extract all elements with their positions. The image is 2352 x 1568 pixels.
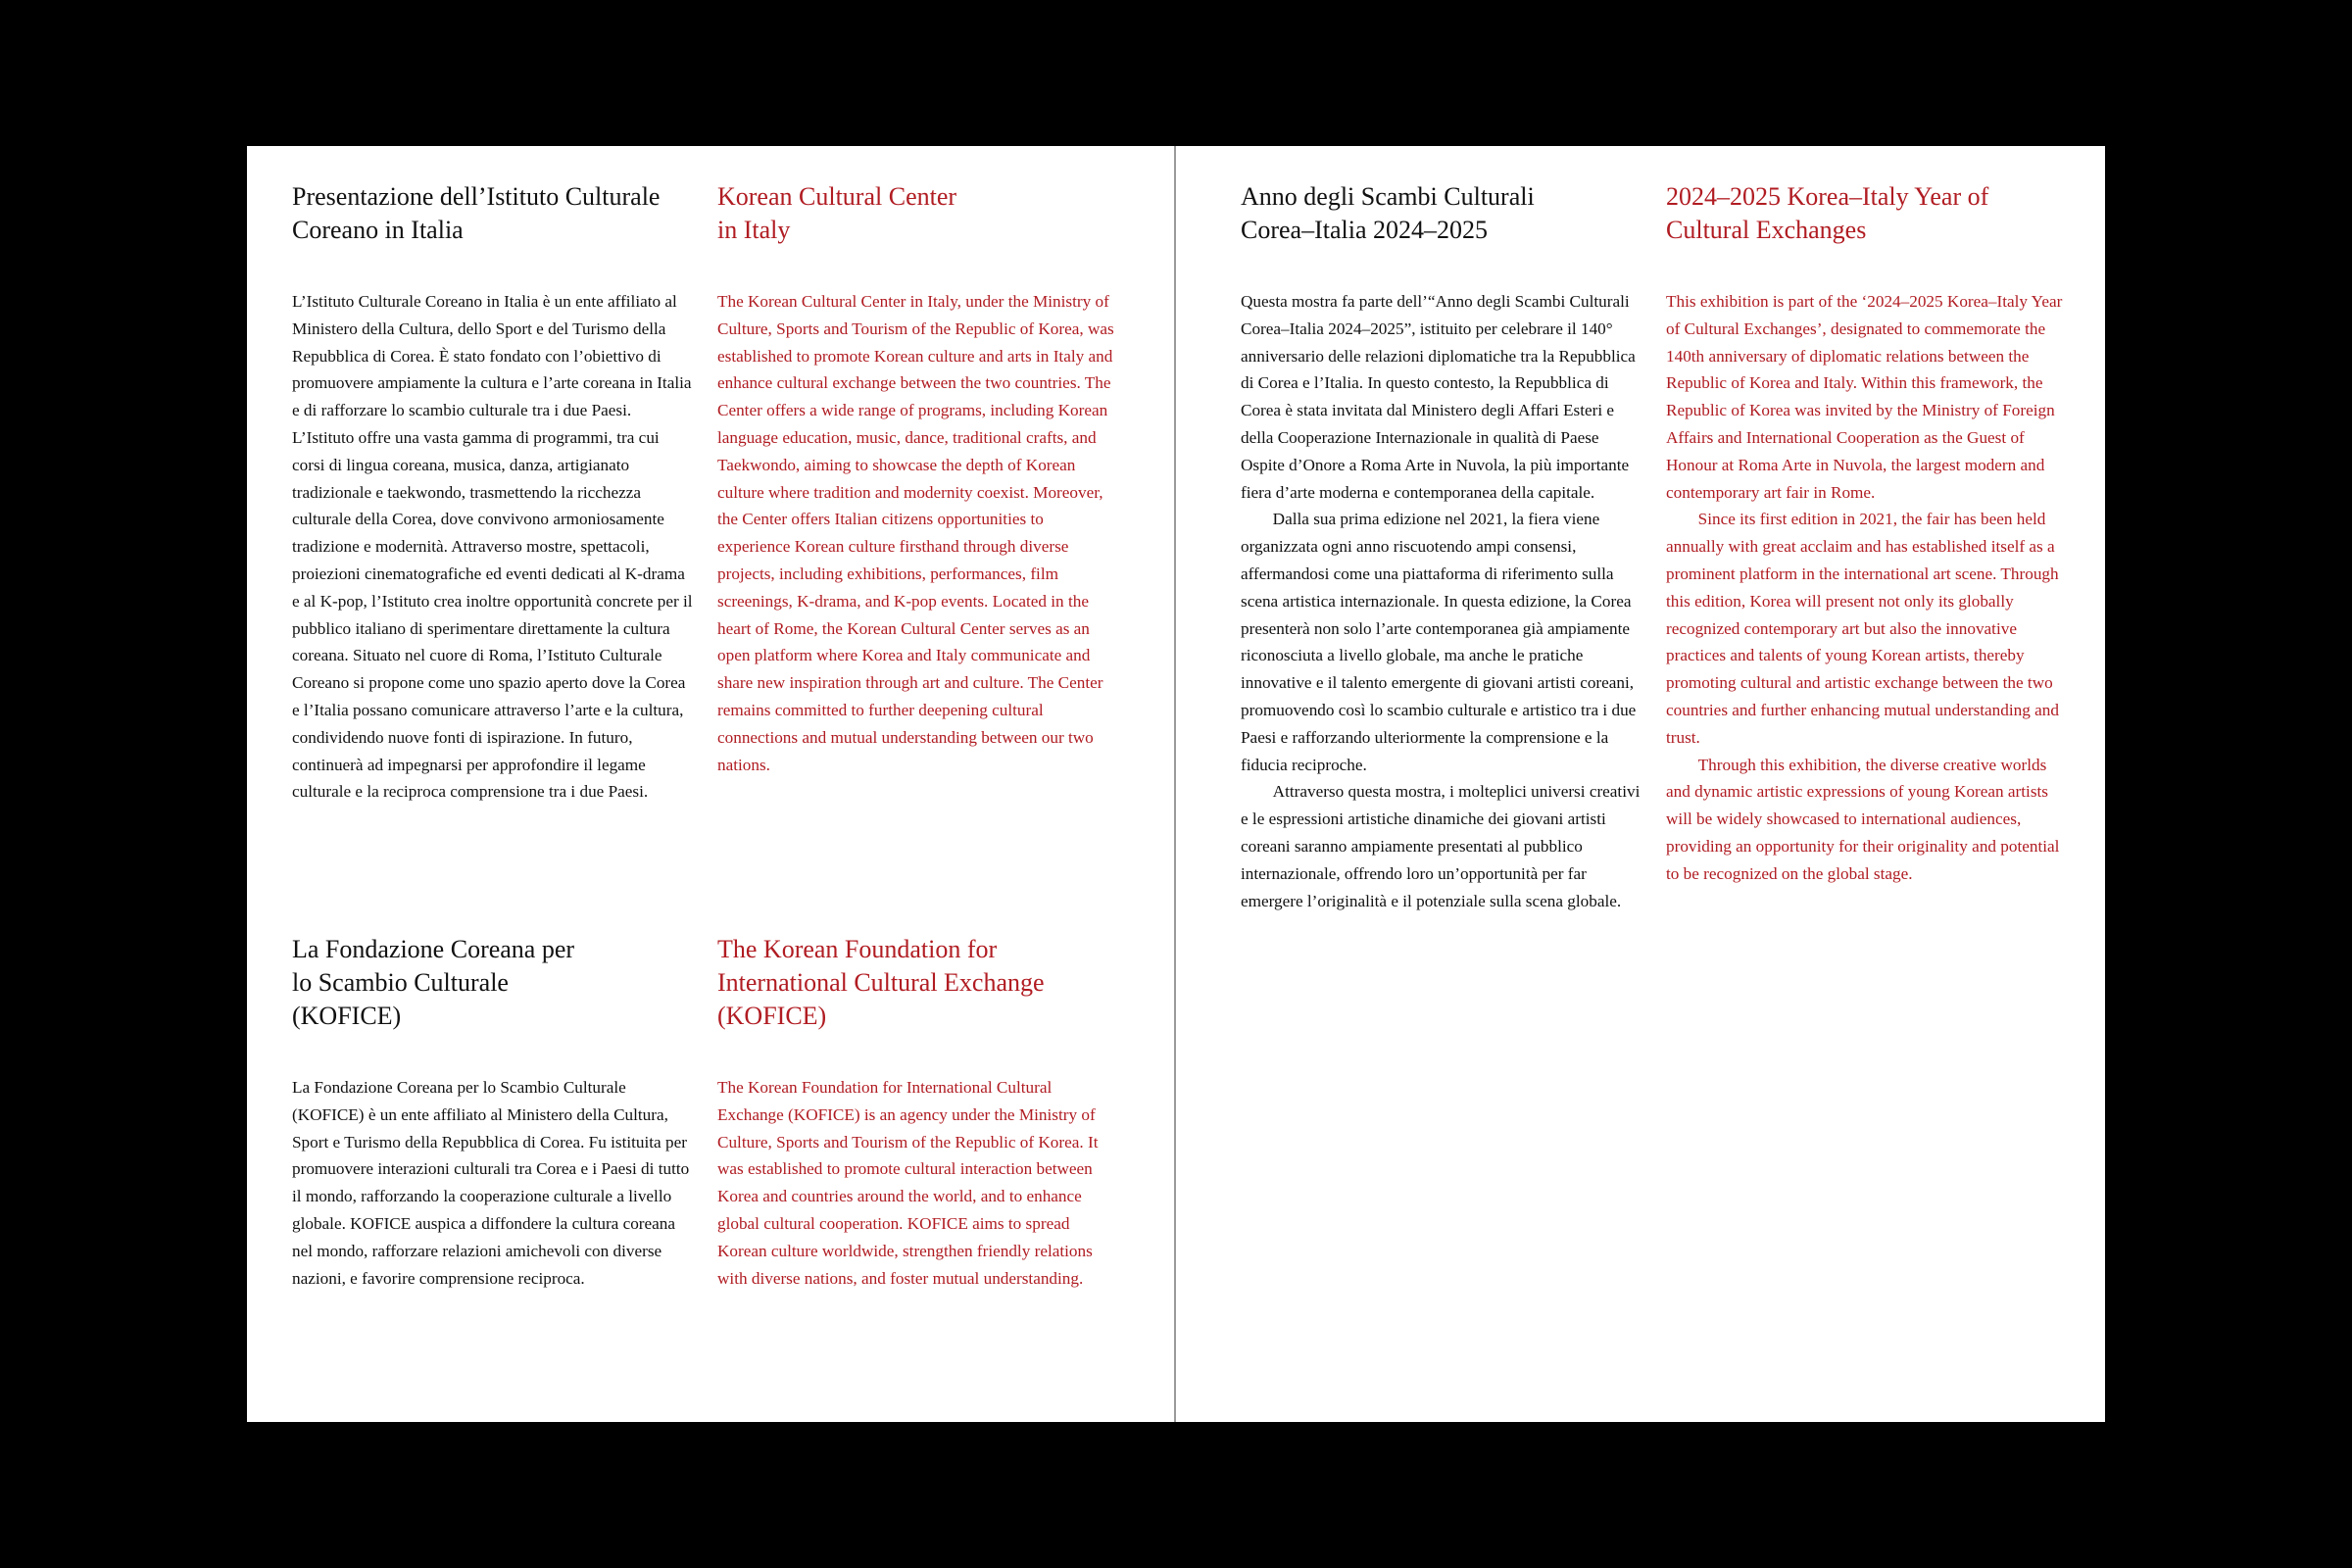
kcc-italian-column [292,180,694,806]
paragraph: This exhibition is part of the ‘2024–2025 Korea–Italy Year of Cultural Exchanges’, designated to commemorate the 140th anniversary of diplomatic relations between the Republic of Korea and Italy. Within this framework, the Republic of Korea was invited by the Ministry of Foreign Affairs and International Cooperation as the Guest of Honour at Roma Arte in Nuvola, the largest modern and contemporary art fair in Rome. [1666,292,2063,502]
paragraph: Attraverso questa mostra, i molteplici universi creativi e le espressioni artistiche dinamiche dei giovani artisti coreani saranno ampiamente presentati al pubblico internazionale, offrendo loro un’opportunità per far emergere l’originalità e il potenziale sulla scena globale. [1241,782,1641,910]
kofice-italian-body [292,1074,694,1292]
paragraph: Questa mostra fa parte dell’“Anno degli Scambi Culturali Corea–Italia 2024–2025”, istituito per celebrare il 140° anniversario delle relazioni diplomatiche tra la Repubblica di Corea e l’Italia. In questo contesto, la Repubblica di Corea è stata invitata dal Ministero degli Affari Esteri e della Cooperazione Internazionale in qualità di Paese Ospite d’Onore a Roma Arte in Nuvola, la più importante fiera d’arte moderna e contemporanea della capitale. [1241,292,1636,502]
kofice-italian-column [292,933,694,1292]
paragraph: The Korean Foundation for International Cultural Exchange (KOFICE) is an agency under the Ministry of Culture, Sports and Tourism of the Republic of Korea. It was established to promote cultural interaction between Korea and countries around the world, and to enhance global cultural cooperation. KOFICE aims to spread Korean culture worldwide, strengthen friendly relations with diverse nations, and foster mutual understanding. [717,1078,1099,1288]
kcc-english-title: Korean Cultural Center in Italy [717,182,957,244]
exchange-year-italian-body [1241,288,1642,914]
paragraph: Dalla sua prima edizione nel 2021, la fiera viene organizzata ogni anno riscuotendo ampi consensi, affermandosi come una piattaforma di riferimento sulla scena artistica internazionale. In questa edizione, la Corea presenterà non solo l’arte contemporanea già ampiamente riconosciuta a livello globale, ma anche le pratiche innovative e il talento emergente di giovani artisti coreani, promuovendo così lo scambio culturale e artistico tra i due Paesi e rafforzando ulteriormente la comprensione e la fiducia reciproche. [1241,510,1637,774]
paragraph: Through this exhibition, the diverse creative worlds and dynamic artistic expressions of young Korean artists will be widely showcased to international audiences, providing an opportunity for their originality and potential to be recognized on the global stage. [1666,755,2060,883]
paragraph: L’Istituto Culturale Coreano in Italia è un ente affiliato al Ministero della Cultura, dello Sport e del Turismo della Repubblica di Corea. È stato fondato con l’obiettivo di promuovere ampiamente la cultura e l’arte coreana in Italia e di rafforzare lo scambio culturale tra i due Paesi. L’Istituto offre una vasta gamma di programmi, tra cui corsi di lingua coreana, musica, danza, artigianato tradizionale e taekwondo, trasmettendo la ricchezza culturale della Corea, dove convivono armoniosamente tradizione e modernità. Attraverso mostre, spettacoli, proiezioni cinematografiche ed eventi dedicati al K-drama e al K-pop, l’Istituto crea inoltre opportunità concrete per il pubblico italiano di sperimentare direttamente la cultura coreana. Situato nel cuore di Roma, l’Istituto Culturale Coreano si propone come uno spazio aperto dove la Corea e l’Italia possano comunicare attraverso l’arte e la cultura, condividendo nuove fonti di ispirazione. In futuro, continuerà ad impegnarsi per approfondire il legame culturale e la reciproca comprensione tra i due Paesi. [292,292,693,802]
exchange-year-english-title: 2024–2025 Korea–Italy Year of Cultural Exchanges [1666,182,1989,244]
paragraph: The Korean Cultural Center in Italy, under the Ministry of Culture, Sports and Tourism of the Republic of Korea, was established to promote Korean culture and arts in Italy and enhance cultural exchange between the two countries. The Center offers a wide range of programs, including Korean language education, music, dance, traditional crafts, and Taekwondo, aiming to showcase the depth of Korean culture where tradition and modernity coexist. Moreover, the Center offers Italian citizens opportunities to experience Korean culture firsthand through diverse projects, including exhibitions, performances, film screenings, K-drama, and K-pop events. Located in the heart of Rome, the Korean Cultural Center serves as an open platform where Korea and Italy communicate and share new inspiration through art and culture. The Center remains committed to further deepening cultural connections and mutual understanding between our two nations. [717,292,1114,774]
left-page [247,146,1174,1422]
kcc-english-body [717,288,1119,778]
exchange-year-italian-title: Anno degli Scambi Culturali Corea–Italia 2024–2025 [1241,182,1535,244]
kofice-english-column [717,933,1119,1292]
exchange-year-italian-column [1241,180,1642,914]
kcc-english-column [717,180,1119,778]
paragraph: La Fondazione Coreana per lo Scambio Culturale (KOFICE) è un ente affiliato al Ministero della Cultura, Sport e Turismo della Repubblica di Corea. Fu istituita per promuovere interazioni culturali tra Corea e i Paesi di tutto il mondo, rafforzando la cooperazione culturale a livello globale. KOFICE auspica a diffondere la cultura coreana nel mondo, rafforzare relazioni amichevoli con diverse nazioni, e favorire comprensione reciproca. [292,1078,690,1288]
exchange-year-english-column [1666,180,2068,888]
kofice-english-title: The Korean Foundation for International Cultural Exchange (KOFICE) [717,935,1045,1030]
exchange-year-english-body [1666,288,2068,888]
kofice-english-body [717,1074,1119,1292]
kofice-italian-title: La Fondazione Coreana per lo Scambio Culturale (KOFICE) [292,935,575,1030]
right-page [1176,146,2105,1422]
kcc-italian-title: Presentazione dell’Istituto Culturale Coreano in Italia [292,182,661,244]
paragraph: Since its first edition in 2021, the fair has been held annually with great acclaim and has established itself as a prominent platform in the international art scene. Through this edition, Korea will present not only its globally recognized contemporary art but also the innovative practices and talents of young Korean artists, thereby promoting cultural and artistic exchange between the two countries and further enhancing mutual understanding and trust. [1666,510,2059,747]
kcc-italian-body [292,288,694,806]
